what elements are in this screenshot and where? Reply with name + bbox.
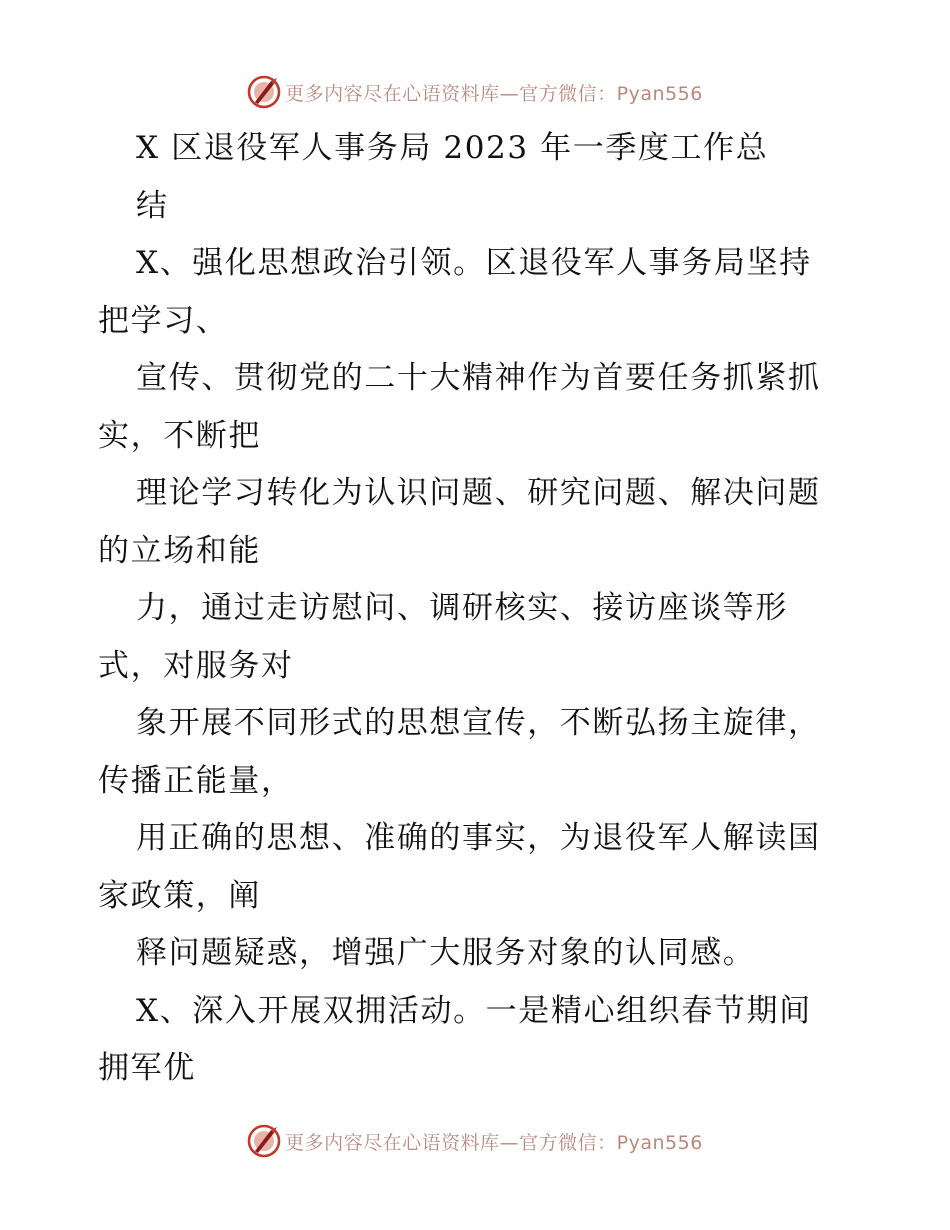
document-line: 象开展不同形式的思想宣传，不断弘扬主旋律， [136,705,821,741]
document-line: 宣传、贯彻党的二十大精神作为首要任务抓紧抓 [136,360,821,396]
footer-banner [0,1121,950,1161]
document-line: 结 [136,187,169,224]
document-line: 把学习、 [98,302,229,339]
document-line: 家政策，阐 [98,877,261,914]
header-banner [0,72,950,112]
document-line: 实，不断把 [98,417,261,454]
document-body [98,120,858,1098]
quill-logo-icon [247,75,281,109]
document-line: 传播正能量， [98,762,294,799]
document-line: 释问题疑惑，增强广大服务对象的认同感。 [136,935,756,971]
footer-banner-text: 更多内容尽在心语资料库—官方微信：Pyan556 [285,1131,703,1154]
document-line: 拥军优 [98,1050,196,1086]
document-line: 的立场和能 [98,532,261,569]
header-banner-text: 更多内容尽在心语资料库—官方微信：Pyan556 [285,82,703,105]
document-line: X、强化思想政治引领。区退役军人事务局坚持 [136,245,812,281]
document-line: 力，通过走访慰问、调研核实、接访座谈等形 [136,590,788,626]
document-line: 用正确的思想、准确的事实，为退役军人解读国 [136,820,821,856]
document-line: X、深入开展双拥活动。一是精心组织春节期间 [136,992,812,1029]
document-line: 理论学习转化为认识问题、研究问题、解决问题 [136,475,821,511]
document-line: X 区退役军人事务局 2023 年一季度工作总 [136,130,769,166]
quill-logo-icon [247,1124,281,1158]
document-line: 式，对服务对 [98,647,294,684]
